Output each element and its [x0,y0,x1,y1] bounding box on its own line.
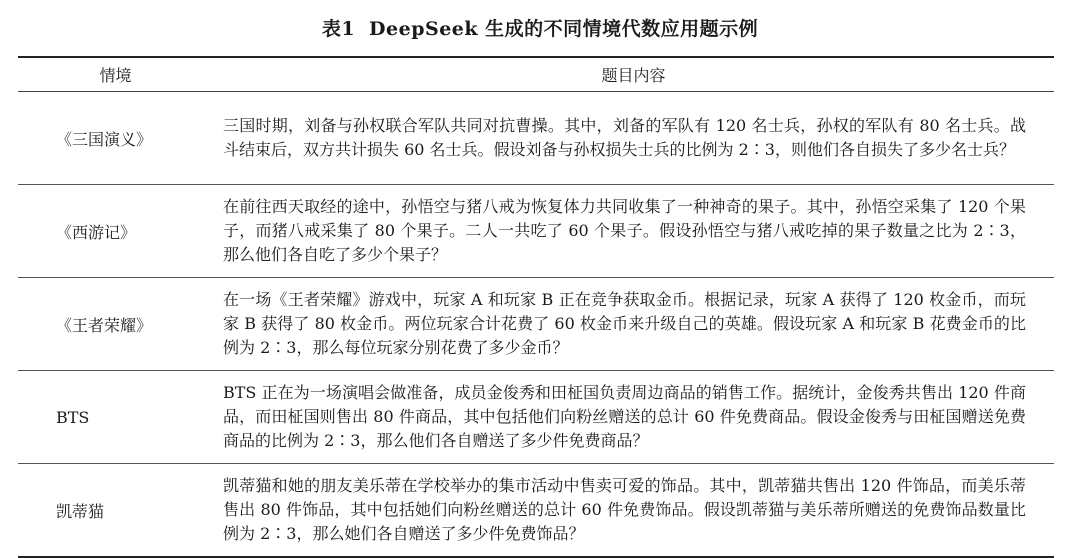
table-title: DeepSeek 生成的不同情境代数应用题示例 [369,18,759,40]
situation-cell: 《西游记》 [56,222,137,242]
table-row [18,185,1054,278]
table-row [18,92,1054,185]
table-row [18,278,1054,371]
table-row [18,371,1054,464]
table-caption [0,14,1080,41]
content-cell: 在前往西天取经的途中，孙悟空与猪八戒为恢复体力共同收集了一种神奇的果子。其中，孙悟空采集了 120 个果子，而猪八戒采集了 80 个果子。二人一共吃了 60 个果子。假设孙悟空与猪八戒吃掉的果子数量之比为 2∶3，那么他们各自吃了多少个果子？ [223,197,1026,264]
content-cell: 在一场《王者荣耀》游戏中，玩家 A 和玩家 B 正在竞争获取金币。根据记录，玩家 A 获得了 120 枚金币，而玩家 B 获得了 80 枚金币。两位玩家合计花费了 60 枚金币来升级自己的英雄。假设玩家 A 和玩家 B 花费金币的比例为 2∶3，那么每位玩家分别花费了多少金币？ [223,290,1026,357]
situation-cell: 《王者荣耀》 [56,315,153,335]
table-header-row [18,57,1054,92]
situation-cell: BTS [56,407,90,427]
examples-table [18,56,1054,558]
content-cell: 三国时期，刘备与孙权联合军队共同对抗曹操。其中，刘备的军队有 120 名士兵，孙权的军队有 80 名士兵。战斗结束后，双方共计损失 60 名士兵。假设刘备与孙权损失士兵的比例为 2∶3，则他们各自损失了多少名士兵？ [223,116,1026,159]
table-number: 表1 [321,18,356,40]
table-row [18,464,1054,558]
content-cell: 凯蒂猫和她的朋友美乐蒂在学校举办的集市活动中售卖可爱的饰品。其中，凯蒂猫共售出 120 件饰品，而美乐蒂售出 80 件饰品，其中包括她们向粉丝赠送的总计 60 件免费饰品。假设凯蒂猫与美乐蒂所赠送的免费饰品数量比例为 2∶3，那么她们各自赠送了多少件免费饰品？ [223,476,1026,543]
header-content: 题目内容 [601,66,666,85]
content-cell: BTS 正在为一场演唱会做准备，成员金俊秀和田柾国负责周边商品的销售工作。据统计，金俊秀共售出 120 件商品，而田柾国则售出 80 件商品，其中包括他们向粉丝赠送的总计 60 件免费商品。假设金俊秀与田柾国赠送免费商品的比例为 2∶3，那么他们各自赠送了多少件免费商品？ [223,383,1026,450]
situation-cell: 凯蒂猫 [56,501,105,521]
header-situation: 情境 [99,66,132,85]
situation-cell: 《三国演义》 [56,129,153,149]
